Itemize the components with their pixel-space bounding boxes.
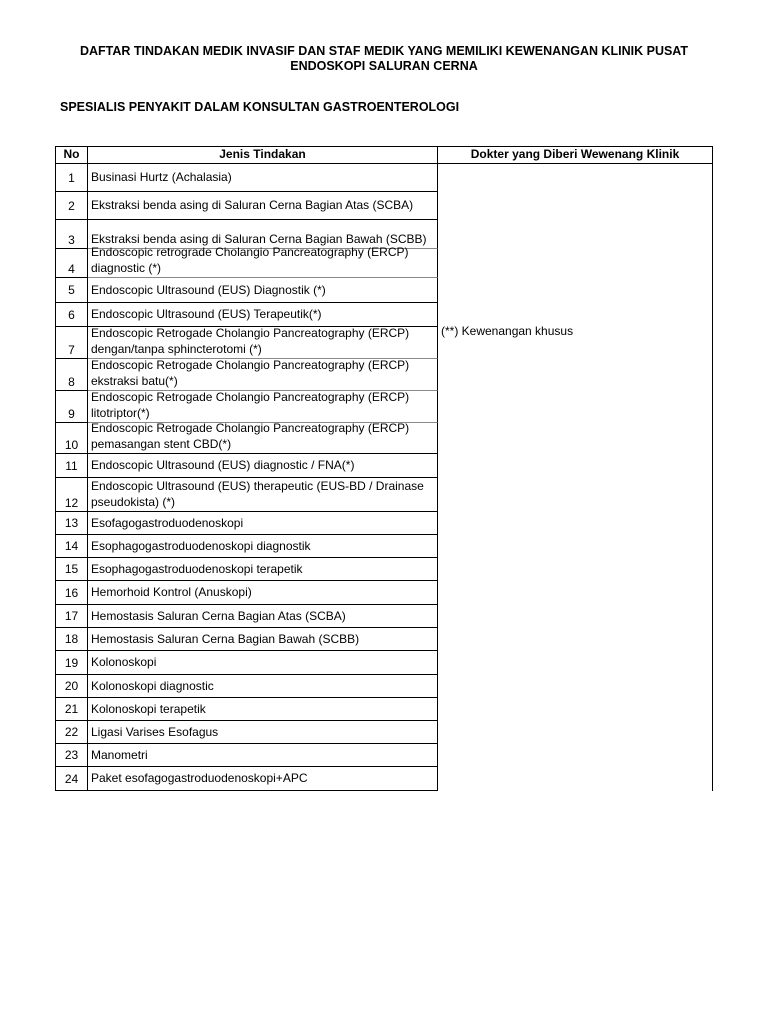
row-jenis-tindakan: Endoscopic Ultrasound (EUS) diagnostic / FNA(*) (88, 454, 438, 478)
table-row (55, 698, 438, 721)
row-jenis-tindakan: Ekstraksi benda asing di Saluran Cerna Bagian Atas (SCBA) (88, 192, 438, 220)
header-jenis-tindakan: Jenis Tindakan (88, 147, 438, 163)
row-number: 11 (55, 454, 88, 478)
table-row (55, 651, 438, 675)
row-jenis-tindakan: Endoscopic Ultrasound (EUS) Diagnostik (*) (88, 278, 438, 303)
row-number: 14 (55, 535, 88, 558)
row-number: 15 (55, 558, 88, 581)
table-row (55, 391, 438, 423)
table-row (55, 512, 438, 535)
row-jenis-tindakan: Endoscopic Retrogade Cholangio Pancreatography (ERCP) ekstraksi batu(*) (88, 359, 438, 391)
row-jenis-tindakan: Endoscopic Ultrasound (EUS) therapeutic (EUS-BD / Drainase pseudokista) (*) (88, 478, 438, 512)
row-number: 13 (55, 512, 88, 535)
header-no: No (55, 147, 88, 163)
row-jenis-tindakan: Businasi Hurtz (Achalasia) (88, 164, 438, 192)
row-jenis-tindakan: Ekstraksi benda asing di Saluran Cerna Bagian Bawah (SCBB) (88, 220, 438, 249)
row-jenis-tindakan: Hemostasis Saluran Cerna Bagian Atas (SCBA) (88, 605, 438, 628)
table-row (55, 303, 438, 327)
row-jenis-tindakan: Ligasi Varises Esofagus (88, 721, 438, 744)
table-header (55, 146, 713, 164)
row-number: 16 (55, 581, 88, 605)
row-number: 4 (55, 249, 88, 278)
row-number: 6 (55, 303, 88, 327)
row-jenis-tindakan: Hemorhoid Kontrol (Anuskopi) (88, 581, 438, 605)
dokter-note: (**) Kewenangan khusus (441, 324, 574, 338)
table-row (55, 192, 438, 220)
row-jenis-tindakan: Esofagogastroduodenoskopi (88, 512, 438, 535)
row-jenis-tindakan: Esophagogastroduodenoskopi terapetik (88, 558, 438, 581)
table-row (55, 359, 438, 391)
table-row (55, 558, 438, 581)
row-number: 20 (55, 675, 88, 698)
row-number: 8 (55, 359, 88, 391)
row-jenis-tindakan: Kolonoskopi diagnostic (88, 675, 438, 698)
row-jenis-tindakan: Hemostasis Saluran Cerna Bagian Bawah (SCBB) (88, 628, 438, 651)
row-jenis-tindakan: Endoscopic Retrogade Cholangio Pancreatography (ERCP) dengan/tanpa sphincterotomi (*) (88, 327, 438, 359)
dokter-column (438, 164, 713, 791)
table-row (55, 628, 438, 651)
row-number: 1 (55, 164, 88, 192)
document-subtitle: SPESIALIS PENYAKIT DALAM KONSULTAN GASTROENTEROLOGI (60, 100, 460, 114)
row-jenis-tindakan: Endoscopic retrograde Cholangio Pancreatography (ERCP) diagnostic (*) (88, 249, 438, 278)
table-row (55, 478, 438, 512)
table-row (55, 454, 438, 478)
procedures-table (55, 146, 713, 791)
row-number: 19 (55, 651, 88, 675)
table-row (55, 327, 438, 359)
row-number: 12 (55, 478, 88, 512)
table-row (55, 767, 438, 791)
row-number: 23 (55, 744, 88, 767)
table-row (55, 581, 438, 605)
document-title: DAFTAR TINDAKAN MEDIK INVASIF DAN STAF MEDIK YANG MEMILIKI KEWENANGAN KLINIK PUSAT ENDOSKOPI SALURAN CERNA (79, 44, 689, 73)
table-row (55, 605, 438, 628)
table-row (55, 744, 438, 767)
row-jenis-tindakan: Endoscopic Retrogade Cholangio Pancreatography (ERCP) litotriptor(*) (88, 391, 438, 423)
row-number: 24 (55, 767, 88, 791)
row-number: 2 (55, 192, 88, 220)
row-jenis-tindakan: Paket esofagogastroduodenoskopi+APC (88, 767, 438, 791)
row-jenis-tindakan: Endoscopic Ultrasound (EUS) Terapeutik(*) (88, 303, 438, 327)
row-number: 9 (55, 391, 88, 423)
row-jenis-tindakan: Endoscopic Retrogade Cholangio Pancreatography (ERCP) pemasangan stent CBD(*) (88, 423, 438, 454)
row-number: 10 (55, 423, 88, 454)
row-number: 3 (55, 220, 88, 249)
row-jenis-tindakan: Manometri (88, 744, 438, 767)
table-row (55, 278, 438, 303)
table-row (55, 721, 438, 744)
row-jenis-tindakan: Esophagogastroduodenoskopi diagnostik (88, 535, 438, 558)
row-number: 18 (55, 628, 88, 651)
row-number: 22 (55, 721, 88, 744)
row-number: 21 (55, 698, 88, 721)
table-row (55, 423, 438, 454)
header-dokter: Dokter yang Diberi Wewenang Klinik (438, 147, 713, 163)
row-number: 17 (55, 605, 88, 628)
table-row (55, 535, 438, 558)
table-row (55, 164, 438, 192)
row-jenis-tindakan: Kolonoskopi terapetik (88, 698, 438, 721)
row-jenis-tindakan: Kolonoskopi (88, 651, 438, 675)
table-row (55, 245, 438, 278)
table-body (55, 164, 438, 791)
row-number: 7 (55, 327, 88, 359)
row-number: 5 (55, 278, 88, 303)
table-row (55, 675, 438, 698)
